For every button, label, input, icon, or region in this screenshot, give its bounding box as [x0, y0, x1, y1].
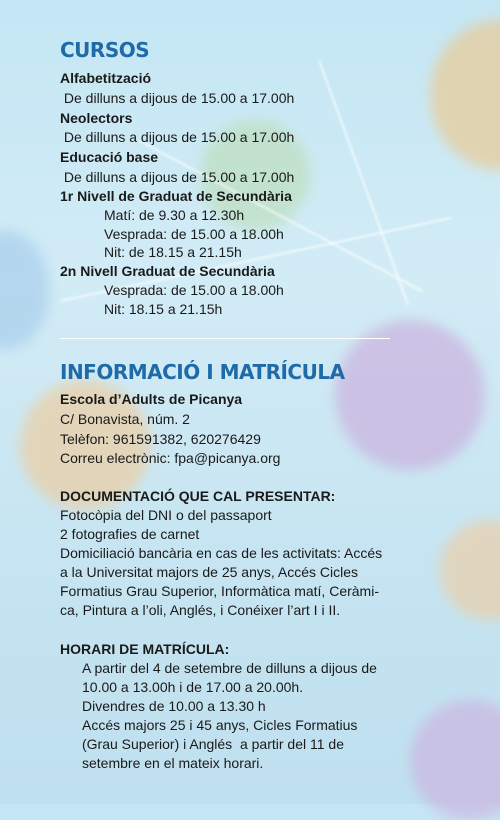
documentation-line: Formatius Grau Superior, Informàtica matí, Ceràmi-	[60, 583, 379, 599]
schedule-line: A partir del 4 de setembre de dilluns a dijous de	[82, 660, 377, 676]
school-address: C/ Bonavista, núm. 2	[60, 411, 190, 427]
course-schedule: Vesprada: de 15.00 a 18.00h	[104, 282, 284, 298]
course-schedule: Matí: de 9.30 a 12.30h	[104, 207, 245, 223]
documentation-line: Domiciliació bancària en cas de les activitats: Accés	[60, 545, 383, 561]
info-heading: INFORMACIÓ I MATRÍCULA	[60, 360, 345, 384]
course-schedule: De dilluns a dijous de 15.00 a 17.00h	[60, 129, 295, 145]
course-title: 2n Nivell Graduat de Secundària	[60, 263, 275, 279]
course-title: 1r Nivell de Graduat de Secundària	[60, 188, 292, 204]
course-schedule: Nit: 18.15 a 21.15h	[104, 301, 223, 317]
section-divider	[60, 338, 390, 339]
cursos-heading: CURSOS	[60, 38, 150, 62]
course-title: Educació base	[60, 149, 159, 165]
school-phone: Telèfon: 961591382, 620276429	[60, 431, 261, 447]
school-name: Escola d’Adults de Picanya	[60, 391, 243, 407]
schedule-heading: HORARI DE MATRÍCULA:	[60, 641, 230, 657]
documentation-line: 2 fotografies de carnet	[60, 526, 200, 542]
schedule-line: (Grau Superior) i Anglés a partir del 11 de	[82, 736, 344, 752]
documentation-heading: DOCUMENTACIÓ QUE CAL PRESENTAR:	[60, 488, 336, 504]
schedule-line: setembre en el mateix horari.	[82, 755, 264, 771]
course-title: Neolectors	[60, 110, 133, 126]
course-schedule: De dilluns a dijous de 15.00 a 17.00h	[60, 90, 295, 106]
school-email: Correu electrònic: fpa@picanya.org	[60, 450, 281, 466]
schedule-line: Accés majors 25 i 45 anys, Cicles Formatius	[82, 717, 358, 733]
course-schedule: Vesprada: de 15.00 a 18.00h	[104, 226, 284, 242]
course-title: Alfabetització	[60, 70, 152, 86]
documentation-line: a la Universitat majors de 25 anys, Accés Cicles	[60, 564, 359, 580]
schedule-line: 10.00 a 13.00h i de 17.00 a 20.00h.	[82, 679, 304, 695]
schedule-line: Divendres de 10.00 a 13.30 h	[82, 698, 266, 714]
course-schedule: Nit: de 18.15 a 21.15h	[104, 244, 242, 260]
documentation-line: Fotocòpia del DNI o del passaport	[60, 507, 272, 523]
documentation-line: ca, Pintura a l’oli, Anglés, i Conéixer l’art I i II.	[60, 602, 341, 618]
course-schedule: De dilluns a dijous de 15.00 a 17.00h	[60, 169, 295, 185]
